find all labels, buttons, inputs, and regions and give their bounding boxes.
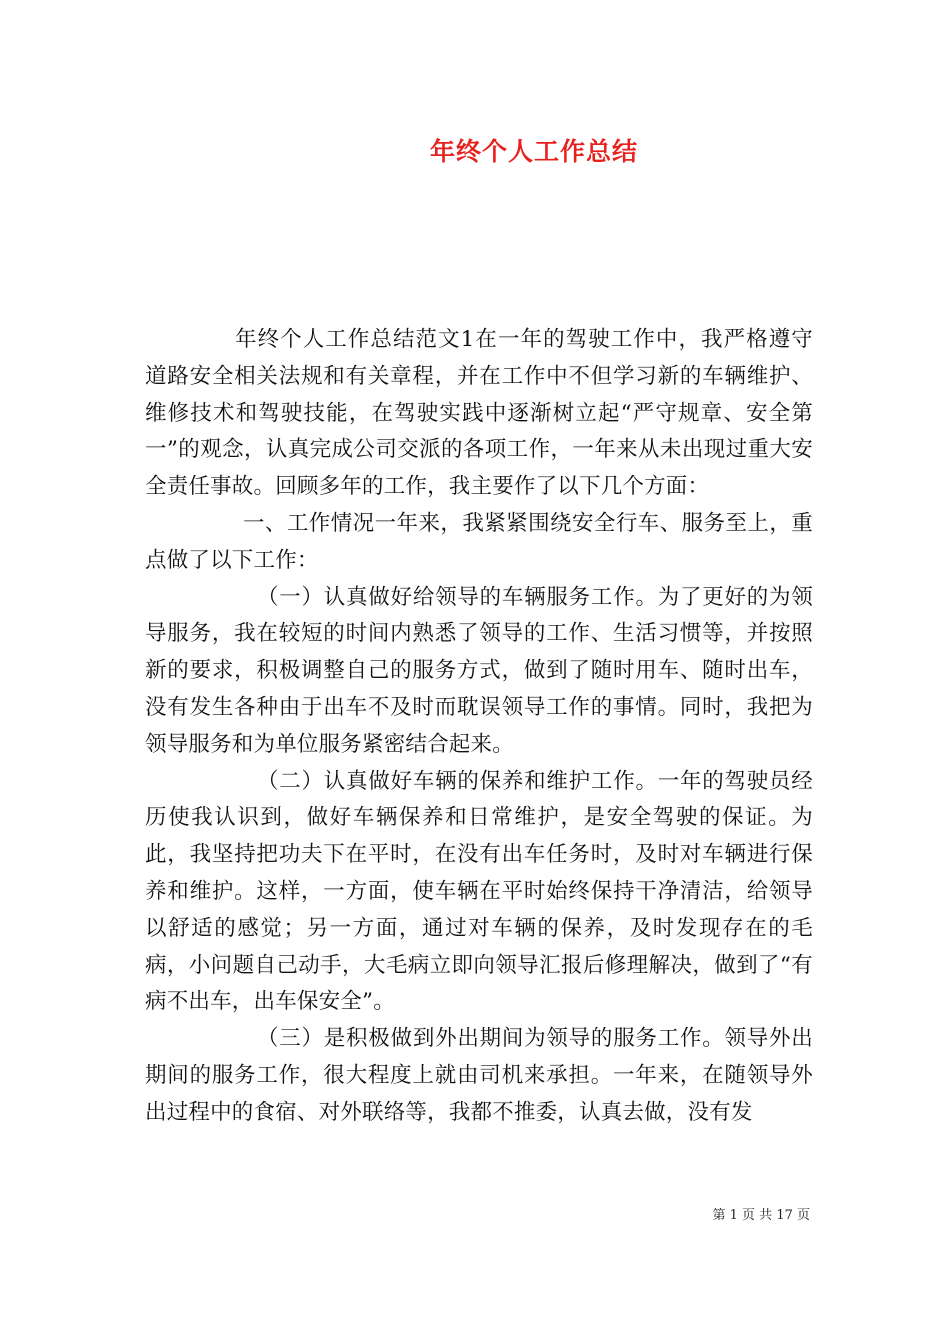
document-body xyxy=(145,322,813,1132)
paragraph-item-two: （二）认真做好车辆的保养和维护工作。一年的驾驶员经历使我认识到，做好车辆保养和日常维护，是安全驾驶的保证。为此，我坚持把功夫下在平时，在没有出车任务时，及时对车辆进行保养和维护。这样，一方面，使车辆在平时始终保持干净清洁，给领导以舒适的感觉；另一方面，通过对车辆的保养，及时发现存在的毛病，小问题自己动手，大毛病立即向领导汇报后修理解决，做到了“有病不出车，出车保安全”。 xyxy=(145,768,813,1015)
paragraph-item-three: （三）是积极做到外出期间为领导的服务工作。领导外出期间的服务工作，很大程度上就由司机来承担。一年来，在随领导外出过程中的食宿、对外联络等，我都不推委，认真去做，没有发 xyxy=(145,1026,813,1125)
paragraph-item-one: （一）认真做好给领导的车辆服务工作。为了更好的为领导服务，我在较短的时间内熟悉了领导的工作、生活习惯等，并按照新的要求，积极调整自己的服务方式，做到了随时用车、随时出车，没有发生各种由于出车不及时而耽误领导工作的事情。同时，我把为领导服务和为单位服务紧密结合起来。 xyxy=(145,584,813,757)
document-title: 年终个人工作总结 xyxy=(430,137,639,166)
paragraph-section-one: 一、工作情况一年来，我紧紧围绕安全行车、服务至上，重点做了以下工作： xyxy=(145,510,813,573)
page-number-footer: 第 1 页 共 17 页 xyxy=(712,1208,810,1223)
paragraph-intro: 年终个人工作总结范文1在一年的驾驶工作中，我严格遵守道路安全相关法规和有关章程，并在工作中不但学习新的车辆维护、维修技术和驾驶技能，在驾驶实践中逐渐树立起“严守规章、安全第一”的观念，认真完成公司交派的各项工作，一年来从未出现过重大安全责任事故。回顾多年的工作，我主要作了以下几个方面： xyxy=(145,327,813,500)
